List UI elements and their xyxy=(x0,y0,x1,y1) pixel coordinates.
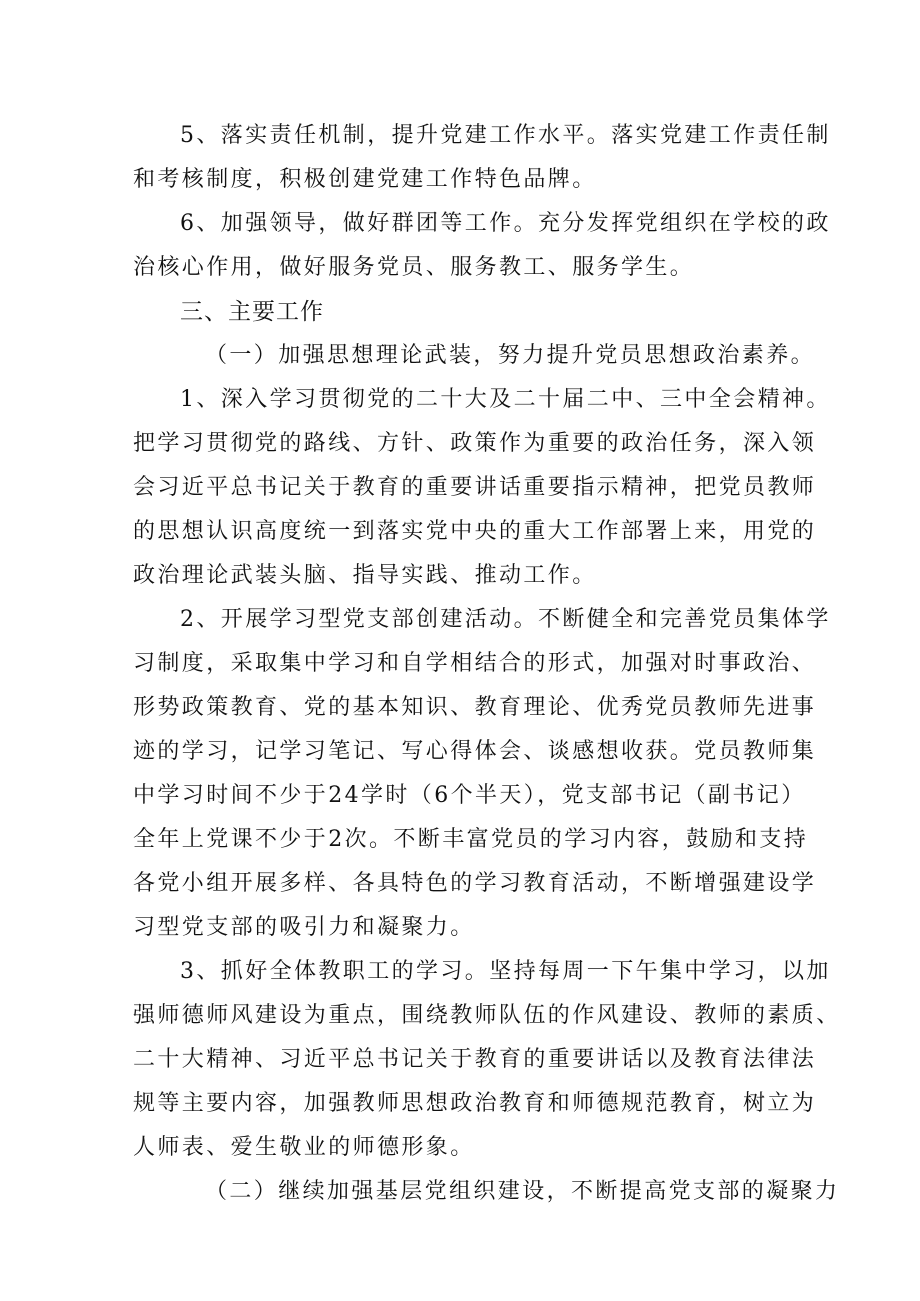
item-1-line-3: 会习近平总书记关于教育的重要讲话重要指示精神，把党员教师 xyxy=(133,475,817,500)
item-2-line-6: 全年上党课不少于2次。不断丰富党员的学习内容，鼓励和支持 xyxy=(133,827,809,852)
paragraph-5-line-2: 和考核制度，积极创建党建工作特色品牌。 xyxy=(133,167,597,192)
item-2-line-1: 2、开展学习型党支部创建活动。不断健全和完善党员集体学 xyxy=(180,607,831,632)
item-3-line-1: 3、抓好全体教职工的学习。坚持每周一下午集中学习，以加 xyxy=(180,959,831,984)
paragraph-6-line-1: 6、加强领导，做好群团等工作。充分发挥党组织在学校的政 xyxy=(180,211,831,236)
item-2-line-5: 中学习时间不少于24学时（6个半天），党支部书记（副书记） xyxy=(133,783,806,808)
item-1-line-4: 的思想认识高度统一到落实党中央的重大工作部署上来，用党的 xyxy=(133,519,817,544)
item-2-line-3: 形势政策教育、党的基本知识、教育理论、优秀党员教师先进事 xyxy=(133,695,817,720)
paragraph-5-line-1: 5、落实责任机制，提升党建工作水平。落实党建工作责任制 xyxy=(180,123,831,148)
item-1-line-1: 1、深入学习贯彻党的二十大及二十届二中、三中全会精神。 xyxy=(180,387,831,412)
item-3-line-3: 二十大精神、习近平总书记关于教育的重要讲话以及教育法律法 xyxy=(133,1047,817,1072)
item-2-line-4: 迹的学习，记学习笔记、写心得体会、谈感想收获。党员教师集 xyxy=(133,739,817,764)
subsection-heading-1: （一）加强思想理论武装，努力提升党员思想政治素养。 xyxy=(205,343,816,368)
item-1-line-2: 把学习贯彻党的路线、方针、政策作为重要的政治任务，深入领 xyxy=(133,431,817,456)
section-heading-main-work: 三、主要工作 xyxy=(180,299,324,325)
paragraph-6-line-2: 治核心作用，做好服务党员、服务教工、服务学生。 xyxy=(133,255,695,280)
item-2-line-2: 习制度，采取集中学习和自学相结合的形式，加强对时事政治、 xyxy=(133,651,817,676)
document-body xyxy=(133,114,841,1214)
item-2-line-7: 各党小组开展多样、各具特色的学习教育活动，不断增强建设学 xyxy=(133,871,817,896)
subsection-heading-2: （二）继续加强基层党组织建设，不断提高党支部的凝聚力 xyxy=(205,1179,840,1204)
item-2-line-8: 习型党支部的吸引力和凝聚力。 xyxy=(133,915,475,940)
item-3-line-5: 人师表、爱生敬业的师德形象。 xyxy=(133,1135,475,1160)
item-3-line-4: 规等主要内容，加强教师思想政治教育和师德规范教育，树立为 xyxy=(133,1091,817,1116)
item-1-line-5: 政治理论武装头脑、指导实践、推动工作。 xyxy=(133,563,597,588)
item-3-line-2: 强师德师风建设为重点，围绕教师队伍的作风建设、教师的素质、 xyxy=(133,1003,841,1028)
